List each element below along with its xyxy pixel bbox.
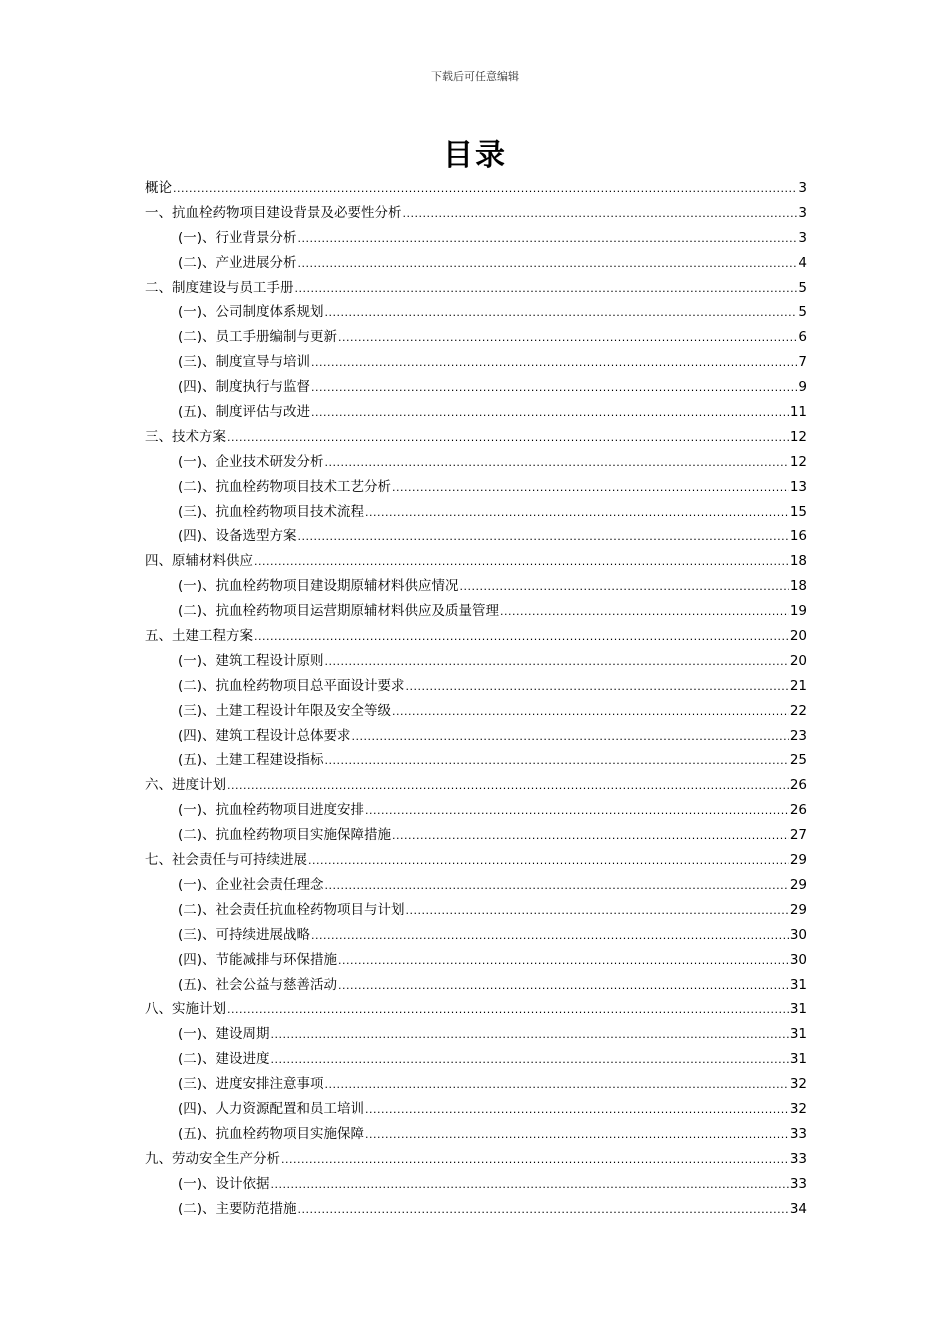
toc-entry-label: (四)、节能减排与环保措施 — [178, 951, 338, 968]
toc-entry-page: 12 — [789, 453, 807, 470]
toc-entry[interactable] — [145, 624, 807, 649]
toc-entry[interactable] — [145, 1122, 807, 1147]
toc-entry-label: (二)、主要防范措施 — [178, 1200, 297, 1217]
toc-entry-label: (一)、建筑工程设计原则 — [178, 652, 324, 669]
toc-entry-page: 21 — [789, 677, 807, 694]
toc-entry[interactable] — [145, 773, 807, 798]
toc-entry[interactable] — [145, 1022, 807, 1047]
toc-entry-label: (五)、抗血栓药物项目实施保障 — [178, 1125, 365, 1142]
toc-entry-label: 五、土建工程方案 — [145, 628, 253, 645]
toc-entry-page: 33 — [789, 1150, 807, 1167]
toc-entry[interactable] — [145, 823, 807, 848]
toc-entry-page: 3 — [798, 180, 807, 196]
toc-entry-page: 20 — [789, 628, 807, 645]
toc-leader-dots — [254, 550, 789, 575]
toc-entry-page: 29 — [789, 852, 807, 869]
toc-leader-dots — [406, 675, 789, 700]
toc-entry-label: (三)、制度宣导与培训 — [178, 354, 311, 371]
toc-entry[interactable] — [145, 1172, 807, 1197]
toc-leader-dots — [392, 824, 789, 849]
toc-leader-dots — [298, 227, 798, 252]
toc-entry[interactable] — [145, 325, 807, 350]
toc-entry[interactable] — [145, 997, 807, 1022]
toc-entry-label: 八、实施计划 — [145, 1001, 226, 1018]
toc-entry-label: (五)、社会公益与慈善活动 — [178, 976, 338, 993]
toc-leader-dots — [365, 1098, 789, 1123]
toc-entry[interactable] — [145, 898, 807, 923]
toc-entry[interactable] — [145, 475, 807, 500]
toc-list — [145, 176, 807, 1221]
toc-entry-label: 三、技术方案 — [145, 428, 226, 445]
toc-entry-label: (二)、员工手册编制与更新 — [178, 329, 338, 346]
toc-entry-label: (二)、抗血栓药物项目总平面设计要求 — [178, 677, 405, 694]
toc-entry-label: (一)、设计依据 — [178, 1175, 270, 1192]
toc-entry-page: 33 — [789, 1175, 807, 1192]
toc-entry-label: (二)、抗血栓药物项目运营期原辅材料供应及质量管理 — [178, 603, 500, 620]
toc-leader-dots — [325, 1073, 789, 1098]
toc-entry-label: 一、抗血栓药物项目建设背景及必要性分析 — [145, 204, 402, 221]
header-note: 下载后可任意编辑 — [431, 70, 519, 83]
toc-leader-dots — [338, 974, 789, 999]
toc-entry-label: (二)、建设进度 — [178, 1051, 270, 1068]
toc-entry-label: (一)、公司制度体系规划 — [178, 304, 324, 321]
toc-entry-label: (二)、社会责任抗血栓药物项目与计划 — [178, 901, 405, 918]
toc-entry[interactable] — [145, 251, 807, 276]
toc-leader-dots — [227, 426, 789, 451]
toc-entry-label: (一)、行业背景分析 — [178, 229, 297, 246]
toc-entry-page: 32 — [789, 1100, 807, 1117]
toc-leader-dots — [298, 525, 789, 550]
toc-leader-dots — [173, 177, 797, 202]
toc-entry-page: 3 — [798, 204, 807, 221]
toc-leader-dots — [392, 476, 789, 501]
toc-leader-dots — [298, 1198, 789, 1223]
toc-leader-dots — [325, 451, 789, 476]
toc-entry-page: 32 — [789, 1076, 807, 1093]
toc-leader-dots — [311, 924, 789, 949]
toc-leader-dots — [254, 625, 789, 650]
toc-entry[interactable] — [145, 923, 807, 948]
toc-entry[interactable] — [145, 674, 807, 699]
toc-entry-label: (三)、可持续进展战略 — [178, 926, 311, 943]
toc-entry[interactable] — [145, 948, 807, 973]
toc-leader-dots — [403, 202, 798, 227]
toc-leader-dots — [500, 600, 789, 625]
toc-entry[interactable] — [145, 699, 807, 724]
toc-entry[interactable] — [145, 1097, 807, 1122]
toc-entry-label: (一)、抗血栓药物项目进度安排 — [178, 802, 365, 819]
toc-entry-page: 13 — [789, 478, 807, 495]
toc-entry[interactable] — [145, 500, 807, 525]
toc-entry-page: 4 — [798, 254, 807, 271]
toc-leader-dots — [311, 401, 789, 426]
toc-entry-label: (四)、制度执行与监督 — [178, 379, 311, 396]
toc-leader-dots — [271, 1173, 789, 1198]
toc-entry[interactable] — [145, 574, 807, 599]
toc-leader-dots — [325, 749, 789, 774]
toc-entry-label: (一)、企业技术研发分析 — [178, 453, 324, 470]
toc-entry[interactable] — [145, 300, 807, 325]
toc-leader-dots — [352, 725, 789, 750]
toc-entry-page: 11 — [789, 404, 807, 421]
toc-entry-page: 30 — [789, 926, 807, 943]
toc-leader-dots — [311, 376, 797, 401]
toc-leader-dots — [392, 700, 789, 725]
toc-entry-label: (二)、产业进展分析 — [178, 254, 297, 271]
toc-entry[interactable] — [145, 201, 807, 226]
toc-entry-label: (一)、抗血栓药物项目建设期原辅材料供应情况 — [178, 578, 459, 595]
toc-leader-dots — [460, 575, 789, 600]
toc-entry[interactable] — [145, 176, 807, 201]
toc-entry-label: (一)、企业社会责任理念 — [178, 876, 324, 893]
toc-entry[interactable] — [145, 375, 807, 400]
toc-entry-page: 31 — [789, 1026, 807, 1043]
toc-entry-page: 7 — [798, 354, 807, 371]
toc-entry-label: (四)、设备选型方案 — [178, 528, 297, 545]
toc-entry-page: 25 — [789, 752, 807, 769]
toc-entry-page: 18 — [789, 553, 807, 570]
toc-entry[interactable] — [145, 524, 807, 549]
toc-leader-dots — [325, 650, 789, 675]
toc-entry[interactable] — [145, 1197, 807, 1222]
toc-entry-page: 26 — [789, 802, 807, 819]
toc-entry-label: (三)、土建工程设计年限及安全等级 — [178, 702, 392, 719]
toc-entry[interactable] — [145, 873, 807, 898]
toc-leader-dots — [325, 301, 798, 326]
toc-entry-label: 九、劳动安全生产分析 — [145, 1150, 280, 1167]
toc-entry[interactable] — [145, 848, 807, 873]
toc-entry-page: 29 — [789, 901, 807, 918]
toc-entry-page: 16 — [789, 528, 807, 545]
toc-entry-page: 31 — [789, 976, 807, 993]
toc-entry[interactable] — [145, 748, 807, 773]
toc-entry-page: 20 — [789, 652, 807, 669]
toc-leader-dots — [338, 326, 797, 351]
toc-entry-page: 26 — [789, 777, 807, 794]
toc-leader-dots — [227, 998, 789, 1023]
toc-entry-label: 七、社会责任与可持续进展 — [145, 852, 307, 869]
toc-entry-label: (四)、建筑工程设计总体要求 — [178, 727, 351, 744]
toc-entry[interactable] — [145, 798, 807, 823]
toc-entry-page: 34 — [789, 1200, 807, 1217]
toc-entry-label: (二)、抗血栓药物项目技术工艺分析 — [178, 478, 392, 495]
toc-entry-page: 19 — [789, 603, 807, 620]
toc-entry-page: 5 — [798, 304, 807, 321]
toc-entry-label: (三)、进度安排注意事项 — [178, 1076, 324, 1093]
toc-leader-dots — [295, 277, 798, 302]
toc-entry[interactable] — [145, 276, 807, 301]
toc-entry-page: 31 — [789, 1001, 807, 1018]
toc-entry-page: 27 — [789, 827, 807, 844]
toc-entry-page: 9 — [798, 379, 807, 396]
toc-leader-dots — [298, 252, 798, 277]
toc-entry[interactable] — [145, 1047, 807, 1072]
toc-entry-label: (五)、制度评估与改进 — [178, 404, 311, 421]
toc-leader-dots — [271, 1048, 789, 1073]
toc-entry[interactable] — [145, 724, 807, 749]
toc-entry[interactable] — [145, 1072, 807, 1097]
toc-entry[interactable] — [145, 425, 807, 450]
toc-entry[interactable] — [145, 450, 807, 475]
toc-leader-dots — [271, 1023, 789, 1048]
toc-entry[interactable] — [145, 350, 807, 375]
toc-entry[interactable] — [145, 649, 807, 674]
toc-entry-label: (五)、土建工程建设指标 — [178, 752, 324, 769]
toc-leader-dots — [365, 501, 789, 526]
toc-title: 目录 — [443, 138, 507, 173]
toc-entry-page: 22 — [789, 702, 807, 719]
toc-leader-dots — [338, 949, 789, 974]
toc-entry[interactable] — [145, 549, 807, 574]
toc-entry-page: 33 — [789, 1125, 807, 1142]
toc-entry-page: 5 — [798, 279, 807, 296]
toc-entry-label: (二)、抗血栓药物项目实施保障措施 — [178, 827, 392, 844]
toc-entry[interactable] — [145, 1147, 807, 1172]
toc-leader-dots — [365, 1123, 789, 1148]
toc-leader-dots — [406, 899, 789, 924]
toc-entry-page: 23 — [789, 727, 807, 744]
toc-entry-page: 18 — [789, 578, 807, 595]
toc-entry[interactable] — [145, 973, 807, 998]
toc-entry-label: 四、原辅材料供应 — [145, 553, 253, 570]
toc-entry-label: 二、制度建设与员工手册 — [145, 279, 294, 296]
toc-entry[interactable] — [145, 599, 807, 624]
toc-entry[interactable] — [145, 226, 807, 251]
toc-leader-dots — [308, 849, 789, 874]
toc-leader-dots — [365, 799, 789, 824]
toc-leader-dots — [227, 774, 789, 799]
toc-entry-label: 概论 — [145, 180, 172, 196]
toc-entry-label: (三)、抗血栓药物项目技术流程 — [178, 503, 365, 520]
toc-entry-page: 30 — [789, 951, 807, 968]
toc-entry[interactable] — [145, 400, 807, 425]
toc-entry-page: 12 — [789, 428, 807, 445]
toc-entry-page: 31 — [789, 1051, 807, 1068]
toc-entry-label: (四)、人力资源配置和员工培训 — [178, 1100, 365, 1117]
toc-leader-dots — [311, 351, 797, 376]
toc-entry-label: 六、进度计划 — [145, 777, 226, 794]
toc-entry-page: 29 — [789, 876, 807, 893]
toc-leader-dots — [325, 874, 789, 899]
toc-entry-page: 15 — [789, 503, 807, 520]
toc-entry-label: (一)、建设周期 — [178, 1026, 270, 1043]
toc-entry-page: 6 — [798, 329, 807, 346]
toc-leader-dots — [281, 1148, 789, 1173]
toc-entry-page: 3 — [798, 229, 807, 246]
